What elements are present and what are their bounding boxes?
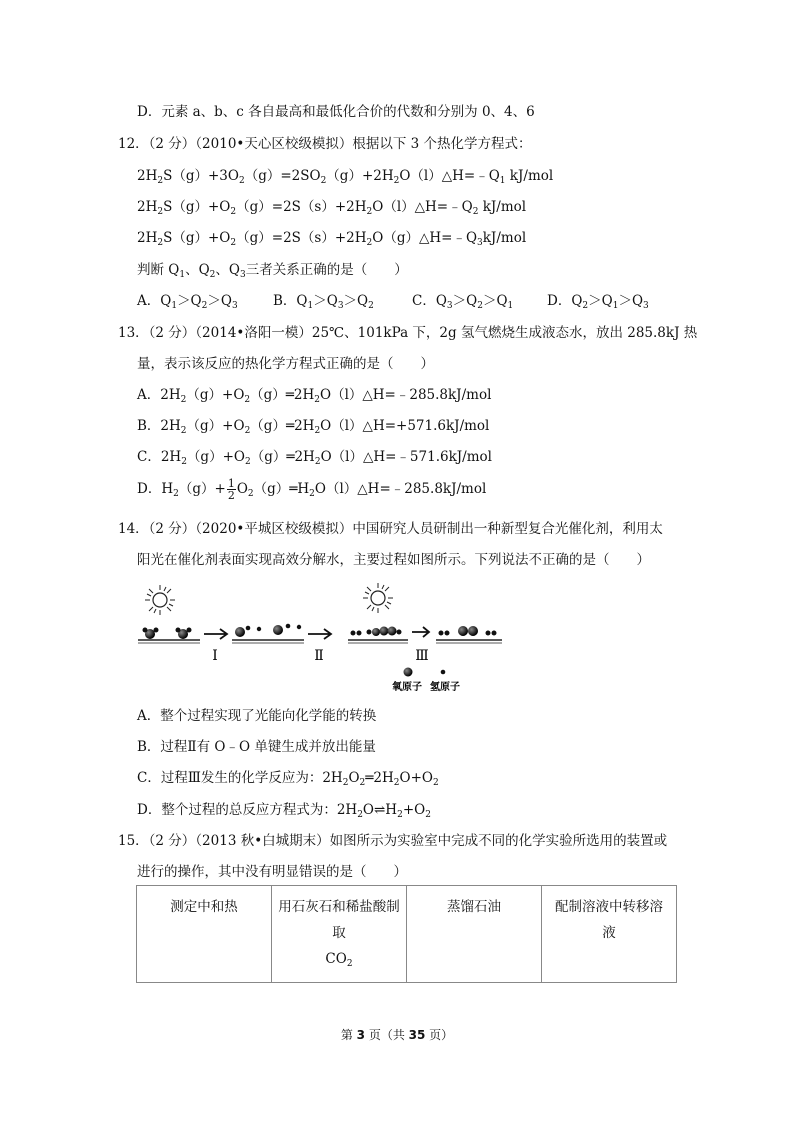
table-cell: 配制溶液中转移溶 液 <box>542 886 677 983</box>
arrow-icon <box>308 629 331 639</box>
q12-option-d: D．$Q_2>Q_1>Q_3$ <box>547 293 649 311</box>
q14-option-a: A．整个过程实现了光能向化学能的转换 <box>137 708 377 724</box>
q12-judge: 判断 $Q_1$、$Q_2$、$Q_3$三者关系正确的是（ ） <box>137 262 408 280</box>
apparatus-table <box>136 885 677 983</box>
page-footer: 第 3 页（共 35 页） <box>340 1028 454 1042</box>
table-cell: 用石灰石和稀盐酸制 取 $CO_2$ <box>272 886 407 983</box>
q13-option-b: B．$2H_2(g)+O_2(g)═2H_2O(l)\triangle H=+571.6kJ$/mol <box>137 418 490 436</box>
step-label-3: Ⅲ <box>415 648 429 664</box>
table-cell: 蒸馏石油 <box>407 886 542 983</box>
q14-option-b: B．过程Ⅱ有 O﹣O 单键生成并放出能量 <box>137 739 376 755</box>
q12-option-b: B．$Q_1>Q_3>Q_2$ <box>273 293 374 311</box>
hydrogen-atom-label: 氢原子 <box>430 682 460 693</box>
q12-option-a: A．$Q_1>Q_2>Q_3$ <box>137 293 238 311</box>
intermediate-stage-3 <box>348 627 408 644</box>
arrow-icon <box>412 627 429 637</box>
q12-equation-1: $2H_2S(g)+3O_2(g)=2SO_2(g)+2H_2O(l)\triangle H=﹣Q_1$ kJ/mol <box>137 168 554 186</box>
arrow-icon <box>204 629 227 639</box>
step-label-1: Ⅰ <box>212 648 218 664</box>
q15-stem-line-2: 进行的操作，其中没有明显错误的是（ ） <box>137 864 407 880</box>
q12-equation-2: $2H_2S(g)+O_2(g)=2S(s)+2H_2O(l)\triangle H=﹣Q_2$ kJ/mol <box>137 199 527 217</box>
q14-option-d: D．整个过程的总反应方程式为：$2H_2O\rightleftharpoons H_2+O_2$ <box>137 802 431 820</box>
q13-stem-line-2: 量，表示该反应的热化学方程式正确的是（ ） <box>137 356 434 372</box>
q12-stem: 12．（2 分）（2010•天心区校级模拟）根据以下 3 个热化学方程式： <box>118 136 532 152</box>
q14-stem-line-1: 14．（2 分）（2020•平城区校级模拟）中国研究人员研制出一种新型复合光催化剂，利用太 <box>118 521 663 537</box>
products-stage-4 <box>436 626 502 643</box>
oxygen-atom-legend-icon <box>404 668 413 677</box>
q13-option-a: A．$2H_2(g)+O_2(g)═2H_2O(l)\triangle H=﹣285.8kJ$/mol <box>137 387 492 405</box>
q12-equation-3: $2H_2S(g)+O_2(g)=2S(s)+2H_2O(g)\triangle H=﹣Q_3kJ$/mol <box>137 230 527 248</box>
q13-stem-line-1: 13．（2 分）（2014•洛阳一模）25℃、101kPa 下，2g 氢气燃烧生成液态水，放出 285.8kJ 热 <box>118 325 698 341</box>
photocatalysis-diagram <box>138 582 538 694</box>
step-label-2: Ⅱ <box>314 648 324 664</box>
sun-icon <box>363 583 393 613</box>
q14-stem-line-2: 阳光在催化剂表面实现高效分解水，主要过程如图所示。下列说法不正确的是（ ） <box>137 552 650 568</box>
q14-option-c: C．过程Ⅲ发生的化学反应为：$2H_2O_2═2H_2O+O_2$ <box>137 770 439 788</box>
q13-option-d: D．$H_2(g)+$ $\frac{1}{2}$ $O_2(g)═H_2O(l)\triangle H=﹣285.8kJ$/mol <box>137 477 487 502</box>
table-cell: 测定中和热 <box>137 886 272 983</box>
q12-option-c: C．$Q_3>Q_2>Q_1$ <box>412 293 514 311</box>
hydrogen-atom-legend-icon <box>441 670 446 675</box>
sun-icon <box>145 585 175 615</box>
oxygen-atom-label: 氧原子 <box>392 682 422 693</box>
table-row <box>137 886 677 983</box>
water-molecules-stage-1 <box>138 628 200 644</box>
q13-option-c: C．$2H_2(g)+O_2(g)═2H_2O(l)\triangle H=﹣571.6kJ$/mol <box>137 449 492 467</box>
q15-stem-line-1: 15．（2 分）（2013 秋•白城期末）如图所示为实验室中完成不同的化学实验所选用的装置或 <box>118 833 668 849</box>
one-half-fraction: $\frac{1}{2}$ <box>227 477 235 502</box>
q11-option-d: D．元素 a、b、c 各自最高和最低化合价的代数和分别为 0、4、6 <box>137 104 535 120</box>
intermediate-stage-2 <box>232 624 304 643</box>
